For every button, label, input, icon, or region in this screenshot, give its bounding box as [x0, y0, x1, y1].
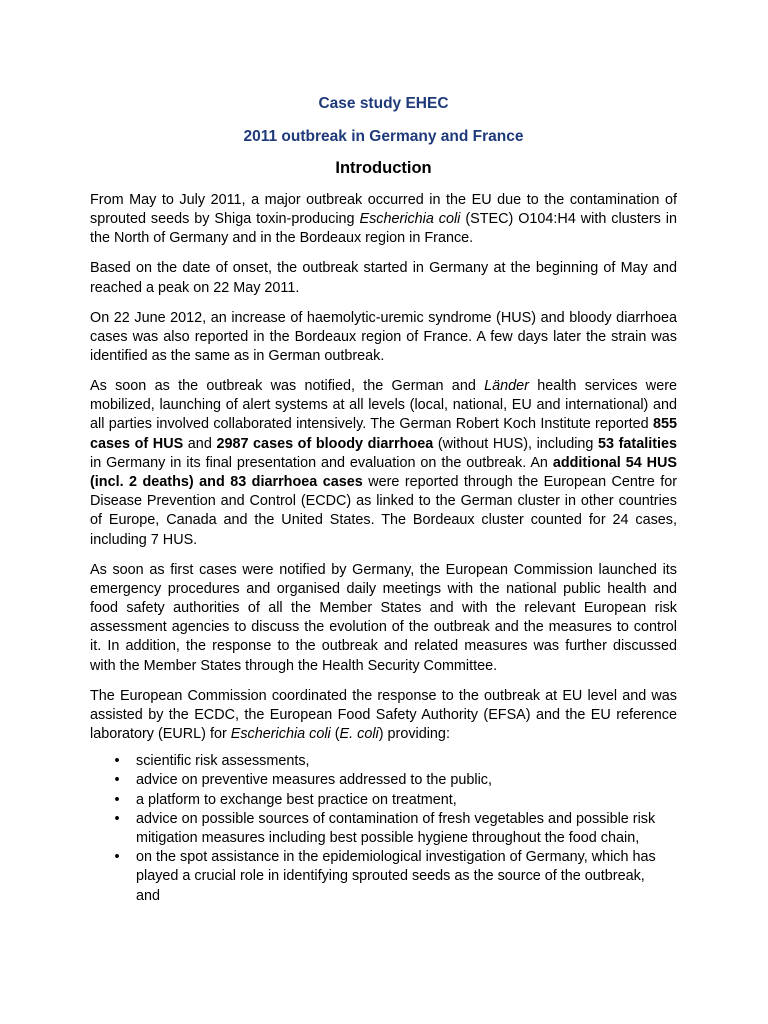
- bullet-list: [90, 752, 677, 906]
- list-item: • advice on preventive measures addressed to the public,: [90, 771, 661, 790]
- bullet-icon: •: [114, 753, 120, 770]
- bullet-icon: •: [114, 849, 120, 866]
- bullet-icon: •: [114, 772, 120, 789]
- section-heading: Introduction: [335, 159, 432, 177]
- document-body: [90, 191, 677, 906]
- document-title: Case study EHEC: [318, 95, 449, 112]
- paragraph-2: Based on the date of onset, the outbreak started in Germany at the beginning of May and reached a peak on 22 May 2011.: [90, 260, 677, 296]
- list-item: • scientific risk assessments,: [90, 752, 661, 771]
- bullet-icon: •: [114, 791, 120, 808]
- document-subtitle: 2011 outbreak in Germany and France: [243, 128, 524, 145]
- list-item: • advice on possible sources of contamination of fresh vegetables and possible risk mitigation measures including best possible hygiene throughout the food chain,: [90, 810, 661, 848]
- paragraph-6: The European Commission coordinated the response to the outbreak at EU level and was assisted by the ECDC, the European Food Safety Authority (EFSA) and the EU reference laboratory (EURL) for Escherichia coli (E. coli) providing:: [90, 687, 677, 743]
- list-item: • a platform to exchange best practice on treatment,: [90, 791, 661, 810]
- paragraph-1: From May to July 2011, a major outbreak occurred in the EU due to the contamination of sprouted seeds by Shiga toxin-producing Escherichia coli (STEC) O104:H4 with clusters in the North of Germany and in the Bordeaux region in France.: [90, 192, 677, 247]
- paragraph-4: As soon as the outbreak was notified, the German and Länder health services were mobilized, launching of alert systems at all levels (local, national, EU and international) and all parties involved collaborated intensively. The German Robert Koch Institute reported 855 cases of HUS and 2987 cases of bloody diarrhoea (without HUS), including 53 fatalities in Germany in its final presentation and evaluation on the outbreak. An additional 54 HUS (incl. 2 deaths) and 83 diarrhoea cases were reported through the European Centre for Disease Prevention and Control (ECDC) as linked to the German cluster in other countries of Europe, Canada and the United States. The Bordeaux cluster counted for 24 cases, including 7 HUS.: [90, 378, 678, 548]
- list-item: • on the spot assistance in the epidemiological investigation of Germany, which has played a crucial role in identifying sprouted seeds as the source of the outbreak, and: [90, 848, 661, 906]
- bullet-icon: •: [114, 810, 120, 827]
- paragraph-5: As soon as first cases were notified by Germany, the European Commission launched its emergency procedures and organised daily meetings with the national public health and food safety authorities of all the Member States and with the relevant European risk assessment agencies to discuss the evolution of the outbreak and the measures to control it. In addition, the response to the outbreak and related measures was further discussed with the Member States through the Health Security Committee.: [90, 561, 677, 674]
- paragraph-3: On 22 June 2012, an increase of haemolytic-uremic syndrome (HUS) and bloody diarrhoea cases was also reported in the Bordeaux region of France. A few days later the strain was identified as the same as in German outbreak.: [90, 309, 677, 365]
